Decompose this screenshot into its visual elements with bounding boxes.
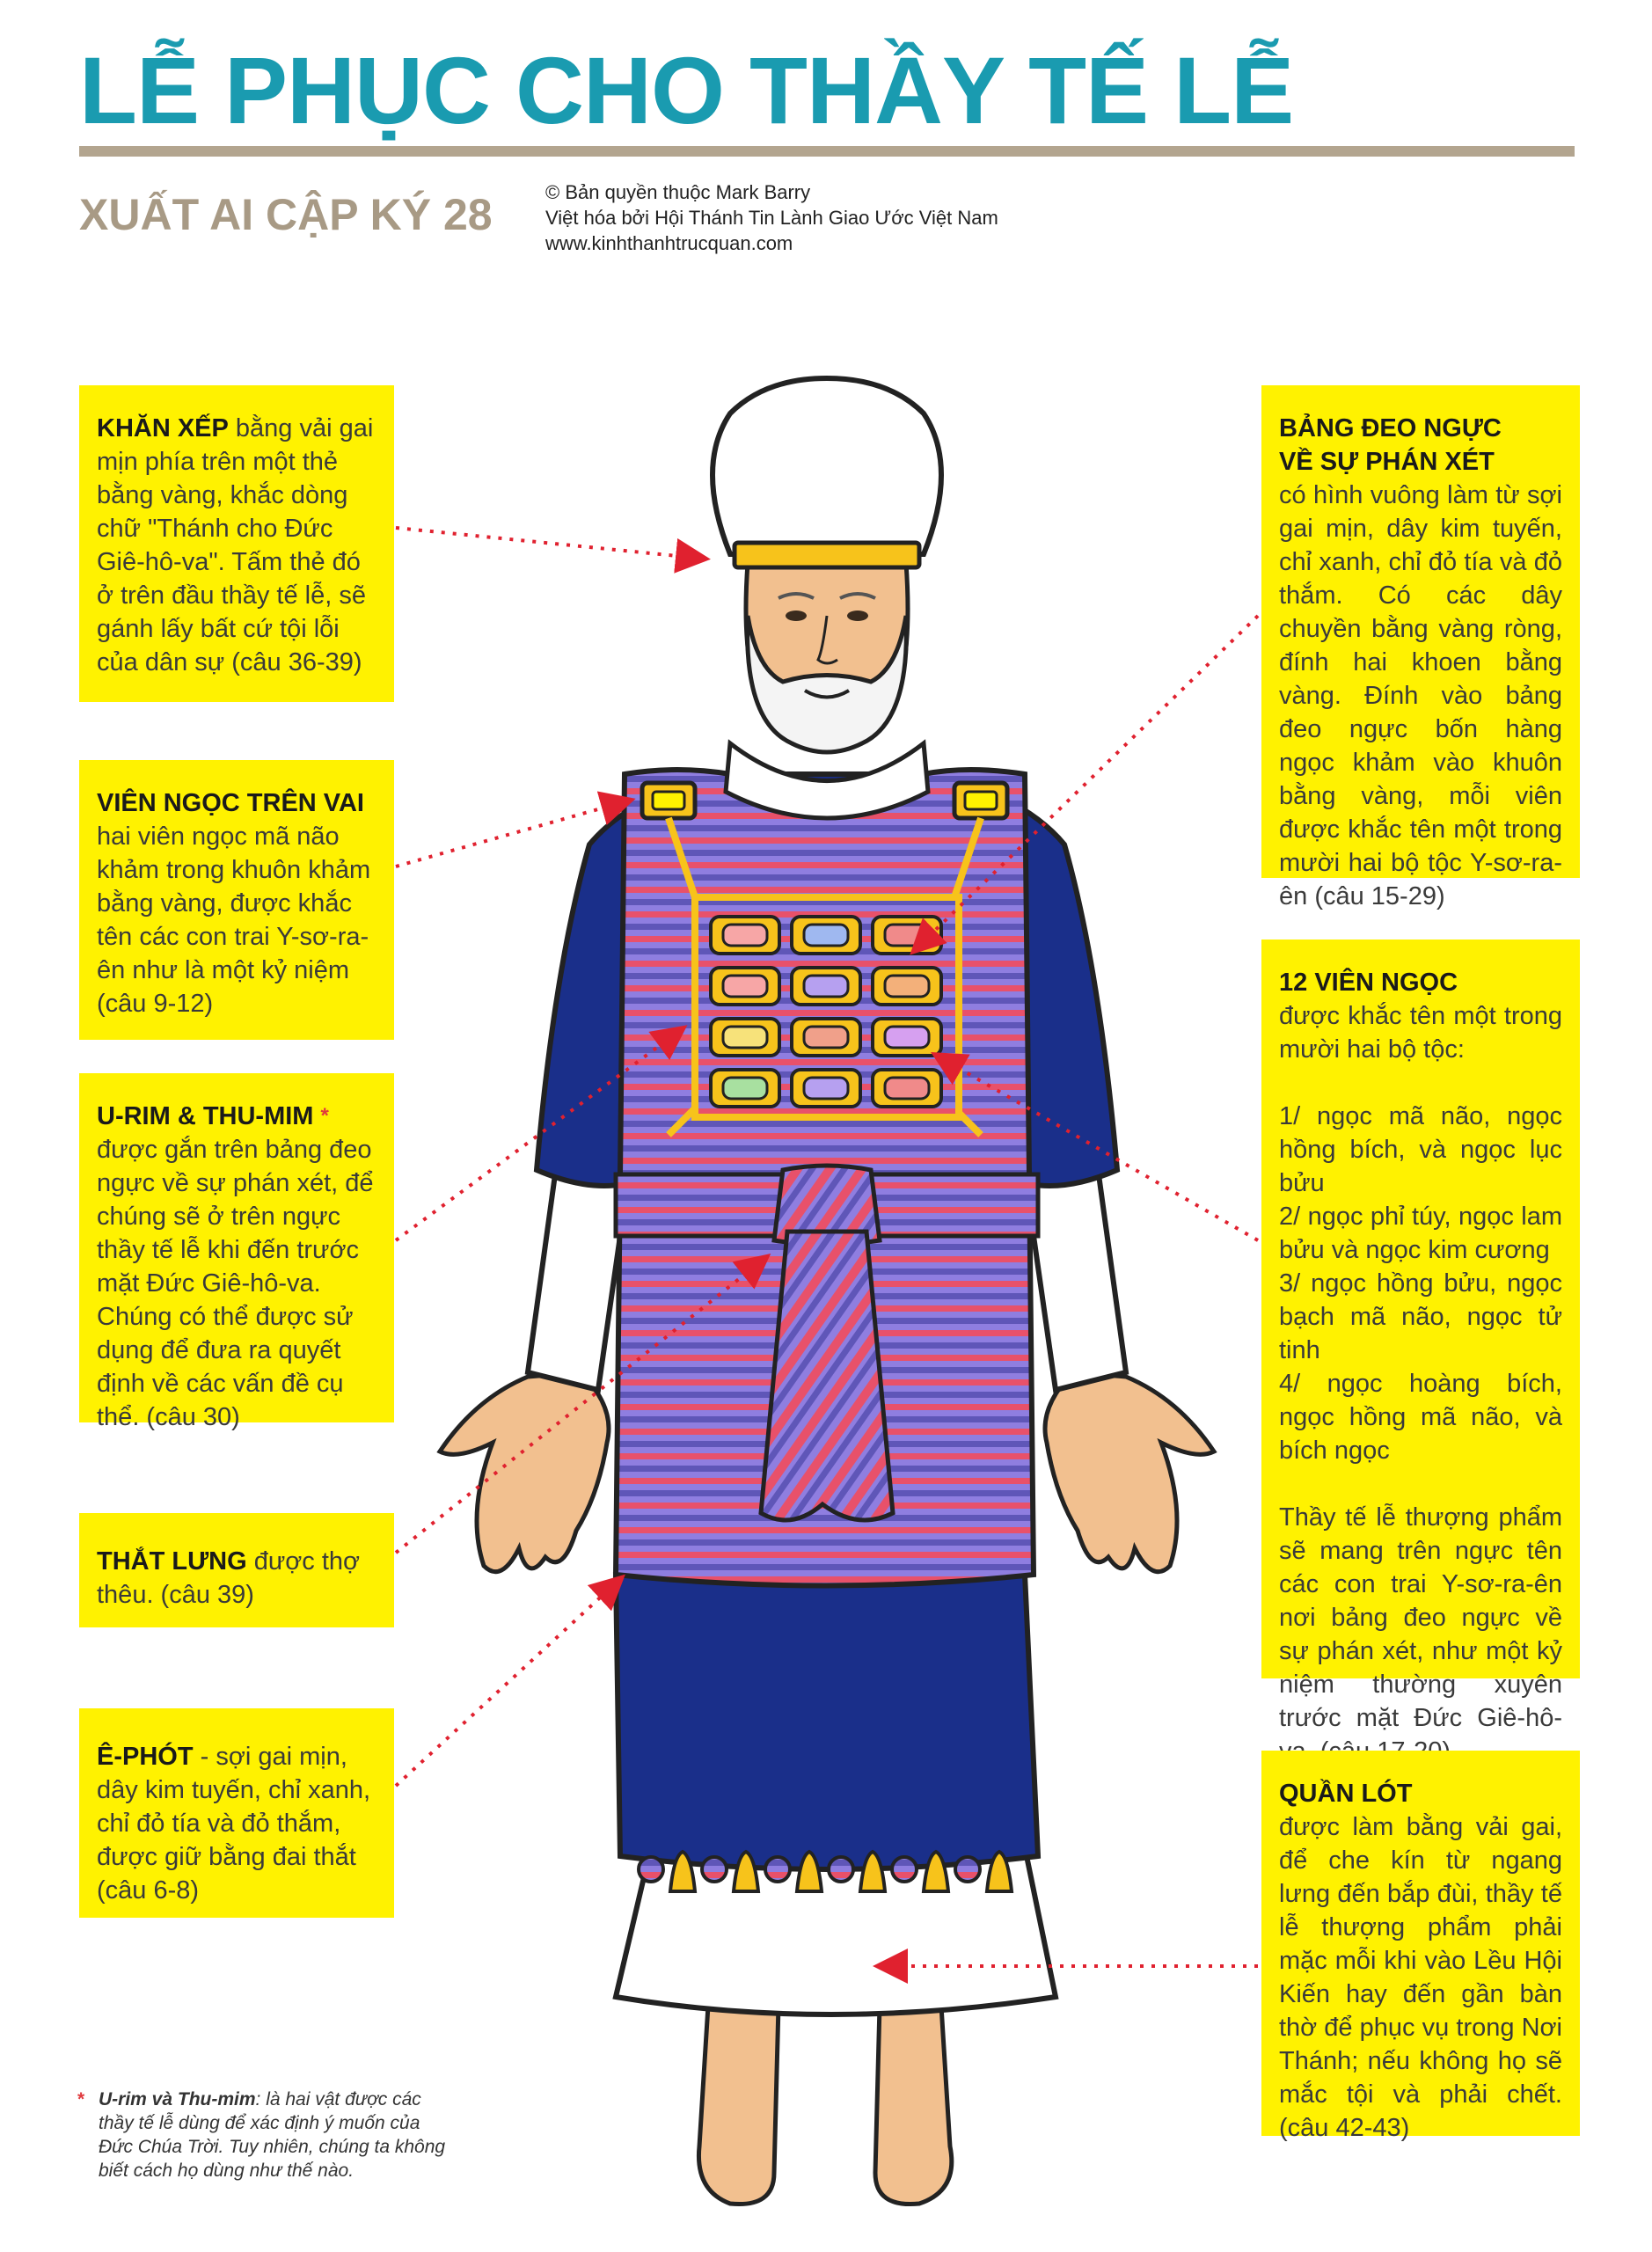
pomegranate-icon <box>829 1857 853 1882</box>
shoulder-stones-text: hai viên ngọc mã não khảm trong khuôn khảm bằng vàng, được khắc tên các con trai Y-sơ-ra-ên như là một kỷ niệm (câu 9-12) <box>97 823 371 1018</box>
blue-robe <box>616 1575 1038 1869</box>
page-subtitle: XUẤT AI CẬP KÝ 28 <box>79 190 493 239</box>
breastplate-heading-2: VỀ SỰ PHÁN XÉT <box>1279 448 1495 476</box>
stone-row: 4/ ngọc hoàng bích, ngọc hồng mã não, và bích ngọc <box>1279 1370 1562 1465</box>
head <box>746 563 908 752</box>
belt-heading: THẮT LƯNG <box>97 1547 247 1576</box>
credit-translation: Việt hóa bởi Hội Thánh Tin Lành Giao Ước Việt Nam <box>545 207 998 229</box>
twelve-stones-intro: được khắc tên một trong mười hai bộ tộc: <box>1279 1002 1562 1064</box>
gold-plate-icon <box>735 543 919 567</box>
arrow-turban <box>396 528 704 559</box>
arrow-ephod <box>396 1579 620 1786</box>
undergarment-heading: QUẦN LÓT <box>1279 1780 1413 1808</box>
gem-stone <box>804 1027 848 1048</box>
page-title: LỄ PHỤC CHO THẦY TẾ LỄ <box>79 37 1294 143</box>
gem-stone <box>723 925 767 946</box>
ephod-heading: Ê-PHÓT <box>97 1743 194 1771</box>
white-collar <box>726 743 928 818</box>
twelve-stones-closing: Thầy tế lễ thượng phẩm sẽ mang trên ngực tên các con trai Y-sơ-ra-ên nơi bảng đeo ngực về sự phán xét, như một kỷ niệm thường xuyên trước mặt Đức Giê-hô- <box>1279 1503 1562 1732</box>
footnote-asterisk: * <box>77 2089 85 2109</box>
gem-stone <box>804 925 848 946</box>
credit-website: www.kinhthanhtrucquan.com <box>545 232 793 254</box>
belt-text: được thợ thêu. (câu 39) <box>97 1547 361 1609</box>
breastplate-text: có hình vuông làm từ sợi gai mịn, dây kim tuyến, chỉ xanh, chỉ đỏ tía và đỏ thắm. Có các dây chuyền bằng vàng ròng, đính hai khoen bằng vàng. Đính vào bảng đeo ngực bốn hàng ngọc khảm vào khuôn bằng vàng, mỗi viên được khắc tên một trong mười hai bộ tộc Y-sơ-ra-ên (câu 15-29) <box>1279 481 1562 910</box>
shoulder-stones-heading: VIÊN NGỌC TRÊN VAI <box>97 789 364 817</box>
pomegranate-icon <box>702 1857 727 1882</box>
gem-stone <box>723 1078 767 1099</box>
ephod-text: - sợi gai mịn, dây kim tuyến, chỉ xanh, chỉ đỏ tía và đỏ thắm, được giữ bằng đai thắt (câu 6-8) <box>97 1743 371 1905</box>
gem-stone <box>885 976 929 997</box>
pomegranate-icon <box>639 1857 663 1882</box>
urim-text: được gắn trên bảng đeo ngực về sự phán xét, để chúng sẽ ở trên ngực thầy tế lễ khi đến trước mặt Đức Giê-hô-va. Chúng có thể được sử dụng để đưa ra quyết định về các vấn đề cụ thể. (câu 30) <box>97 1136 374 1431</box>
stone-row: 1/ ngọc mã não, ngọc hồng bích, và ngọc lục bửu <box>1279 1102 1562 1197</box>
turban-heading: KHĂN XẾP <box>97 414 229 442</box>
stone-row: 3/ ngọc hồng bửu, ngọc bạch mã não, ngọc tử tinh <box>1279 1269 1562 1364</box>
breastplate-heading-1: BẢNG ĐEO NGỰC <box>1279 414 1502 442</box>
pomegranate-icon <box>955 1857 980 1882</box>
pomegranate-icon <box>892 1857 917 1882</box>
gem-stone <box>885 1078 929 1099</box>
twelve-stones-heading: 12 VIÊN NGỌC <box>1279 969 1458 997</box>
gem-stone <box>885 1027 929 1048</box>
turban-icon <box>713 378 941 554</box>
feet <box>698 2006 951 2204</box>
urim-asterisk: * <box>320 1104 329 1128</box>
footnote-term: U-rim và Thu-mim <box>99 2089 256 2109</box>
footnote-text: : là hai vật được các thầy tế lễ dùng để xác định ý muốn của Đức Chúa Trời. Tuy nhiên, chúng ta không biết cách họ dùng như thế nào. <box>99 2089 446 2181</box>
gem-stone <box>804 1078 848 1099</box>
urim-heading: U-RIM & THU-MIM <box>97 1102 314 1130</box>
pomegranate-icon <box>765 1857 790 1882</box>
gem-stone <box>723 976 767 997</box>
shoulder-stone-icon <box>642 783 695 818</box>
credit-copyright: © Bản quyền thuộc Mark Barry <box>545 181 811 203</box>
shoulder-stone-icon <box>954 783 1007 818</box>
turban-text: bằng vải gai mịn phía trên một thẻ bằng vàng, khắc dòng chữ "Thánh cho Đức Giê-hô-va". Tấm thẻ đó ở trên đầu thầy tế lễ, sẽ gánh lấy bất cứ tội lỗi của dân sự (câu 36-39) <box>97 414 374 676</box>
gem-stone <box>804 976 848 997</box>
undergarment-text: được làm bằng vải gai, để che kín từ ngang lưng đến bắp đùi, thầy tế lễ thượng phẩm phải mặc mỗi khi vào Lều Hội Kiến hay đến gần bàn thờ để phục vụ trong Nơi Thánh; nếu không họ sẽ mắc tội và phải chết. (câu 42-43) <box>1279 1813 1562 2142</box>
stone-row: 2/ ngọc phỉ túy, ngọc lam bửu và ngọc kim cương <box>1279 1203 1562 1264</box>
gem-stone <box>723 1027 767 1048</box>
right-hand <box>1045 1372 1214 1572</box>
gem-stone <box>885 925 929 946</box>
